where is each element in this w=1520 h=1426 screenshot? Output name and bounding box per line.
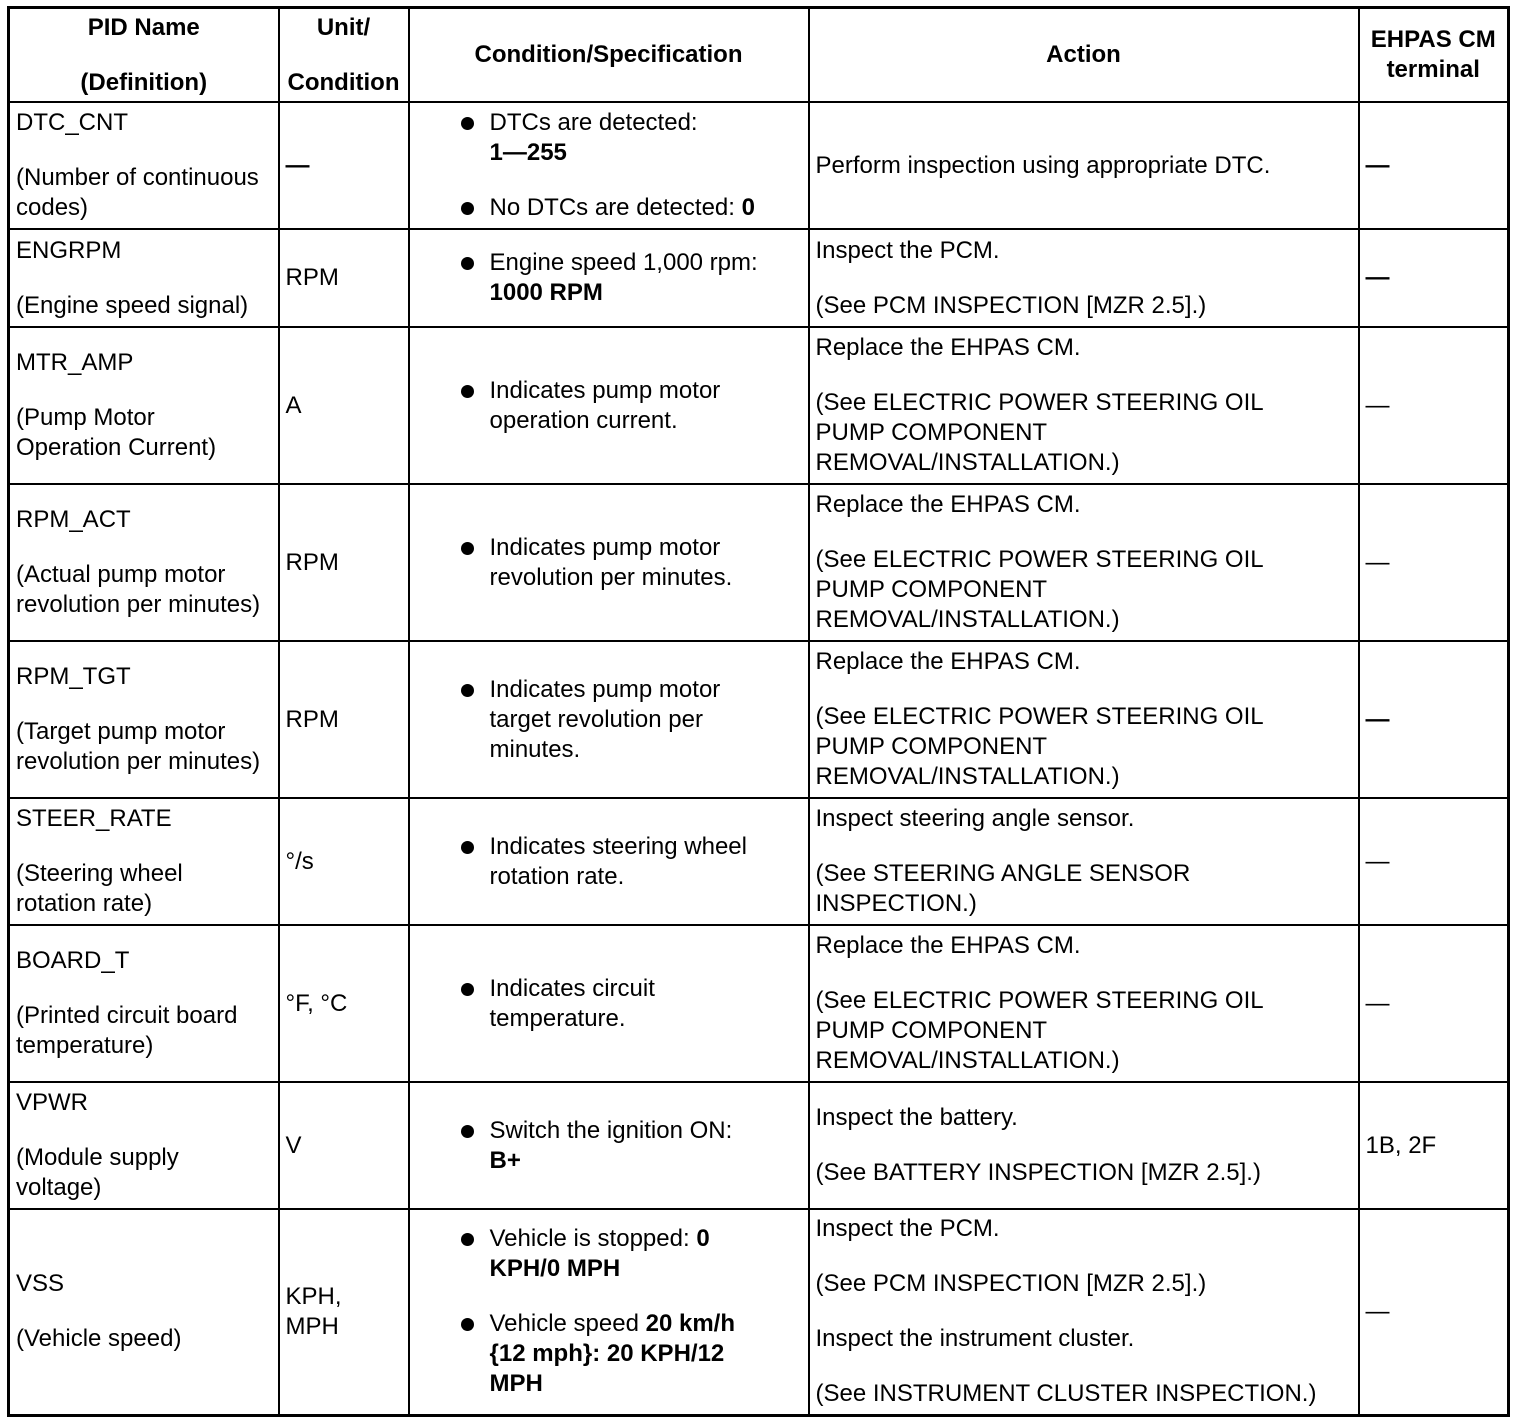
pid-definition: (Module supply voltage) [16, 1144, 179, 1201]
table-row [9, 229, 1509, 327]
table-row [9, 641, 1509, 798]
condition-item: Vehicle is stopped: 0 KPH/0 MPH [416, 1224, 756, 1284]
terminal-cell: — [1359, 641, 1509, 798]
header-row [9, 8, 1509, 103]
table-row [9, 484, 1509, 641]
pid-name: MTR_AMP [16, 349, 134, 376]
terminal-cell: — [1359, 102, 1509, 229]
pid-cell [9, 1082, 279, 1209]
unit-cell: A [279, 327, 409, 484]
header-terminal: EHPAS CM terminal [1359, 8, 1509, 103]
unit-cell: V [279, 1082, 409, 1209]
pid-cell [9, 925, 279, 1082]
condition-cell [409, 484, 809, 641]
condition-cell [409, 327, 809, 484]
terminal-cell: — [1359, 229, 1509, 327]
unit-cell: °/s [279, 798, 409, 925]
pid-name: BOARD_T [16, 947, 130, 974]
table-row [9, 1082, 1509, 1209]
pid-name: VSS [16, 1270, 65, 1298]
pid-cell [9, 641, 279, 798]
pid-definition: (Number of continuous codes) [16, 164, 259, 221]
condition-cell [409, 1209, 809, 1415]
pid-cell [9, 1209, 279, 1415]
condition-item: No DTCs are detected: 0 [416, 193, 802, 223]
unit-cell: KPH, MPH [279, 1209, 409, 1415]
pid-cell [9, 484, 279, 641]
table-row [9, 1209, 1509, 1415]
action-cell: Perform inspection using appropriate DTC. [809, 102, 1359, 229]
header-unit: Unit/ Condition [279, 8, 409, 103]
pid-definition: (Printed circuit board temperature) [16, 1002, 238, 1059]
condition-item: Indicates pump motor revolution per minutes. [416, 533, 802, 593]
condition-item: Engine speed 1,000 rpm: 1000 RPM [416, 248, 802, 308]
pid-cell [9, 798, 279, 925]
action-cell: Inspect steering angle sensor. (See STEERING ANGLE SENSOR INSPECTION.) [809, 798, 1359, 925]
condition-item: Switch the ignition ON: B+ [416, 1116, 802, 1176]
action-cell: Replace the EHPAS CM. (See ELECTRIC POWER STEERING OIL PUMP COMPONENT REMOVAL/INSTALLATION.) [809, 641, 1359, 798]
condition-item: Indicates steering wheel rotation rate. [416, 832, 802, 892]
condition-cell [409, 229, 809, 327]
terminal-cell: — [1359, 327, 1509, 484]
pid-cell [9, 229, 279, 327]
action-cell: Inspect the PCM. (See PCM INSPECTION [MZR 2.5].) [809, 229, 1359, 327]
table-row [9, 925, 1509, 1082]
condition-cell [409, 641, 809, 798]
pid-name: RPM_TGT [16, 663, 131, 690]
table-row [9, 327, 1509, 484]
unit-cell: RPM [279, 641, 409, 798]
action-cell: Replace the EHPAS CM. (See ELECTRIC POWER STEERING OIL PUMP COMPONENT REMOVAL/INSTALLATION.) [809, 327, 1359, 484]
terminal-cell: — [1359, 1209, 1509, 1415]
table-row [9, 798, 1509, 925]
pid-definition: (Steering wheel rotation rate) [16, 860, 183, 917]
pid-name: STEER_RATE [16, 805, 172, 832]
action-cell: Inspect the PCM. (See PCM INSPECTION [MZR 2.5].) Inspect the instrument cluster. (See INSTRUMENT CLUSTER INSPECTION.) [809, 1209, 1359, 1415]
condition-cell [409, 102, 809, 229]
unit-cell: RPM [279, 484, 409, 641]
condition-item: Indicates circuit temperature. [416, 974, 802, 1034]
pid-table [7, 6, 1510, 1417]
pid-name: DTC_CNT [16, 109, 128, 136]
action-cell: Replace the EHPAS CM. (See ELECTRIC POWER STEERING OIL PUMP COMPONENT REMOVAL/INSTALLATION.) [809, 484, 1359, 641]
pid-name: VPWR [16, 1089, 88, 1116]
condition-cell [409, 925, 809, 1082]
terminal-cell: — [1359, 484, 1509, 641]
pid-definition: (Engine speed signal) [16, 291, 249, 319]
table-row [9, 102, 1509, 229]
condition-item: Indicates pump motor target revolution per minutes. [416, 675, 802, 765]
terminal-cell: 1B, 2F [1359, 1082, 1509, 1209]
unit-cell: RPM [279, 229, 409, 327]
pid-definition: (Actual pump motor revolution per minutes) [16, 561, 261, 618]
unit-cell: °F, °C [279, 925, 409, 1082]
header-action: Action [809, 8, 1359, 103]
action-cell: Replace the EHPAS CM. (See ELECTRIC POWER STEERING OIL PUMP COMPONENT REMOVAL/INSTALLATION.) [809, 925, 1359, 1082]
condition-item: Indicates pump motor operation current. [416, 376, 802, 436]
terminal-cell: — [1359, 798, 1509, 925]
condition-item: DTCs are detected: 1—255 [416, 108, 802, 168]
condition-item: Vehicle speed 20 km/h {12 mph}: 20 KPH/12 MPH [416, 1309, 756, 1399]
pid-cell [9, 102, 279, 229]
pid-definition: (Vehicle speed) [16, 1325, 182, 1353]
action-cell: Inspect the battery. (See BATTERY INSPECTION [MZR 2.5].) [809, 1082, 1359, 1209]
pid-definition: (Target pump motor revolution per minutes) [16, 718, 261, 775]
terminal-cell: — [1359, 925, 1509, 1082]
header-pid-name: PID Name (Definition) [9, 8, 279, 103]
pid-name: RPM_ACT [16, 506, 131, 533]
pid-cell [9, 327, 279, 484]
condition-cell [409, 798, 809, 925]
pid-name: ENGRPM [16, 236, 122, 264]
condition-cell [409, 1082, 809, 1209]
unit-cell: — [279, 102, 409, 229]
pid-definition: (Pump Motor Operation Current) [16, 404, 217, 461]
header-condition: Condition/Specification [409, 8, 809, 103]
